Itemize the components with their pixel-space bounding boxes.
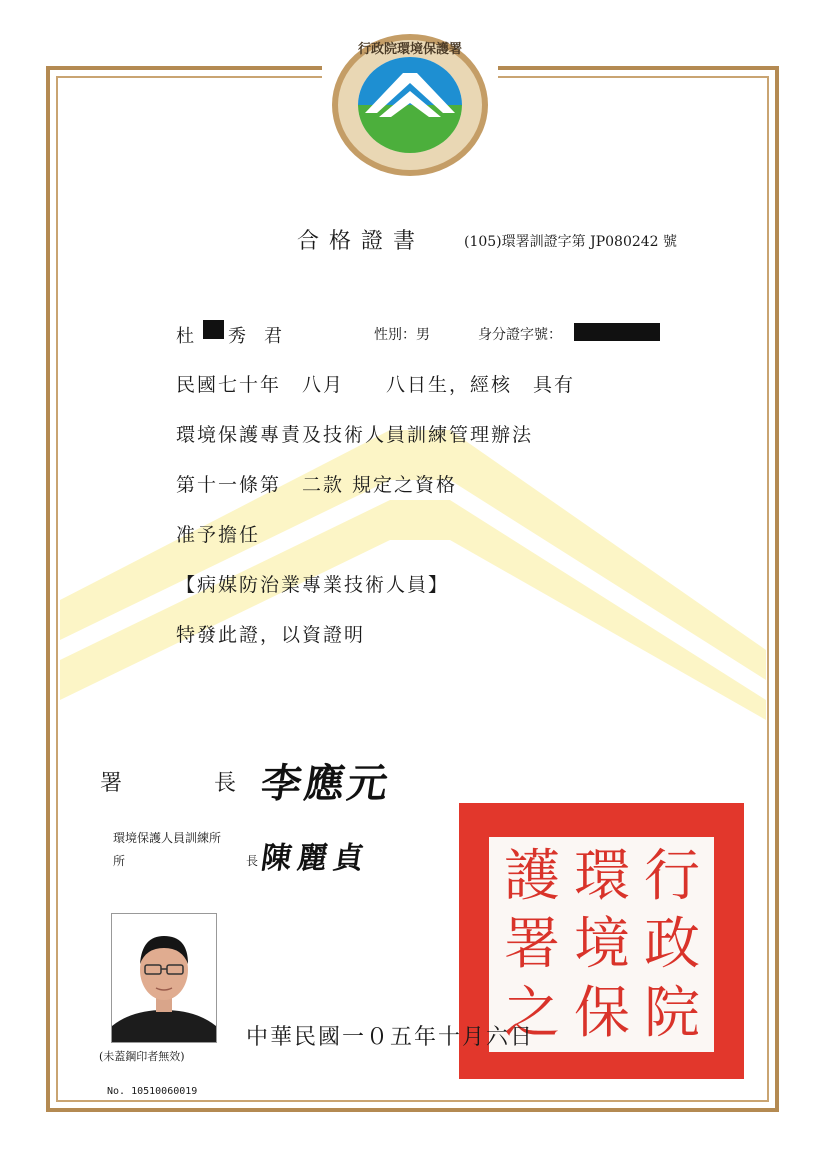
body-line-position: 【病媒防治業專業技術人員】	[176, 574, 450, 596]
person-portrait-icon	[112, 914, 216, 1042]
body-line-regulation: 環境保護專責及技術人員訓練管理辦法	[176, 424, 534, 446]
stamp-char: 環	[574, 844, 630, 909]
signer2-signature: 陳麗貞	[259, 841, 372, 876]
signer2-institute: 環境保護人員訓練所	[113, 831, 222, 845]
stamp-char: 院	[644, 980, 700, 1046]
certificate-number: (105)環署訓證字第 JP080242 號	[464, 234, 678, 250]
stamp-char: 行	[644, 844, 700, 909]
id-number-label: 身分證字號：	[478, 327, 562, 343]
redaction-name	[203, 320, 224, 339]
stamp-char: 之	[504, 980, 560, 1046]
body-line-closing: 特發此證，以資證明	[176, 624, 366, 646]
signer2-title-b: 長	[246, 854, 259, 868]
stamp-char: 境	[574, 912, 630, 978]
official-stamp-characters	[497, 843, 707, 1048]
certificate-title: 合格證書	[297, 229, 426, 254]
holder-given-name: 秀君	[228, 326, 300, 347]
holder-gender: 性別：男	[374, 327, 430, 343]
redaction-id-number	[574, 323, 660, 341]
serial-number: No. 10510060019	[107, 1086, 198, 1097]
signer1-signature: 李應元	[258, 760, 394, 807]
seal-top-text: 行政院環境保護署	[357, 42, 463, 57]
holder-surname: 杜	[176, 326, 194, 347]
body-line-birth: 民國七十年 八月 八日生，經核 具有	[176, 374, 576, 396]
epa-seal-logo	[331, 33, 489, 178]
issue-date: 中華民國一０五年十月六日	[246, 1025, 535, 1050]
stamp-char: 署	[504, 912, 560, 978]
holder-photo	[111, 913, 217, 1043]
signer2-title-a: 所	[113, 854, 126, 868]
stamp-char: 護	[504, 844, 560, 909]
photo-validity-note: (未蓋鋼印者無效)	[99, 1050, 185, 1063]
signer1-title-b: 長	[214, 771, 237, 796]
body-line-appoint: 准予擔任	[176, 524, 261, 546]
stamp-char: 保	[574, 980, 630, 1046]
body-line-article: 第十一條第 二款 規定之資格	[176, 474, 458, 496]
signer1-title-a: 署	[100, 771, 123, 796]
stamp-char: 政	[644, 912, 700, 978]
